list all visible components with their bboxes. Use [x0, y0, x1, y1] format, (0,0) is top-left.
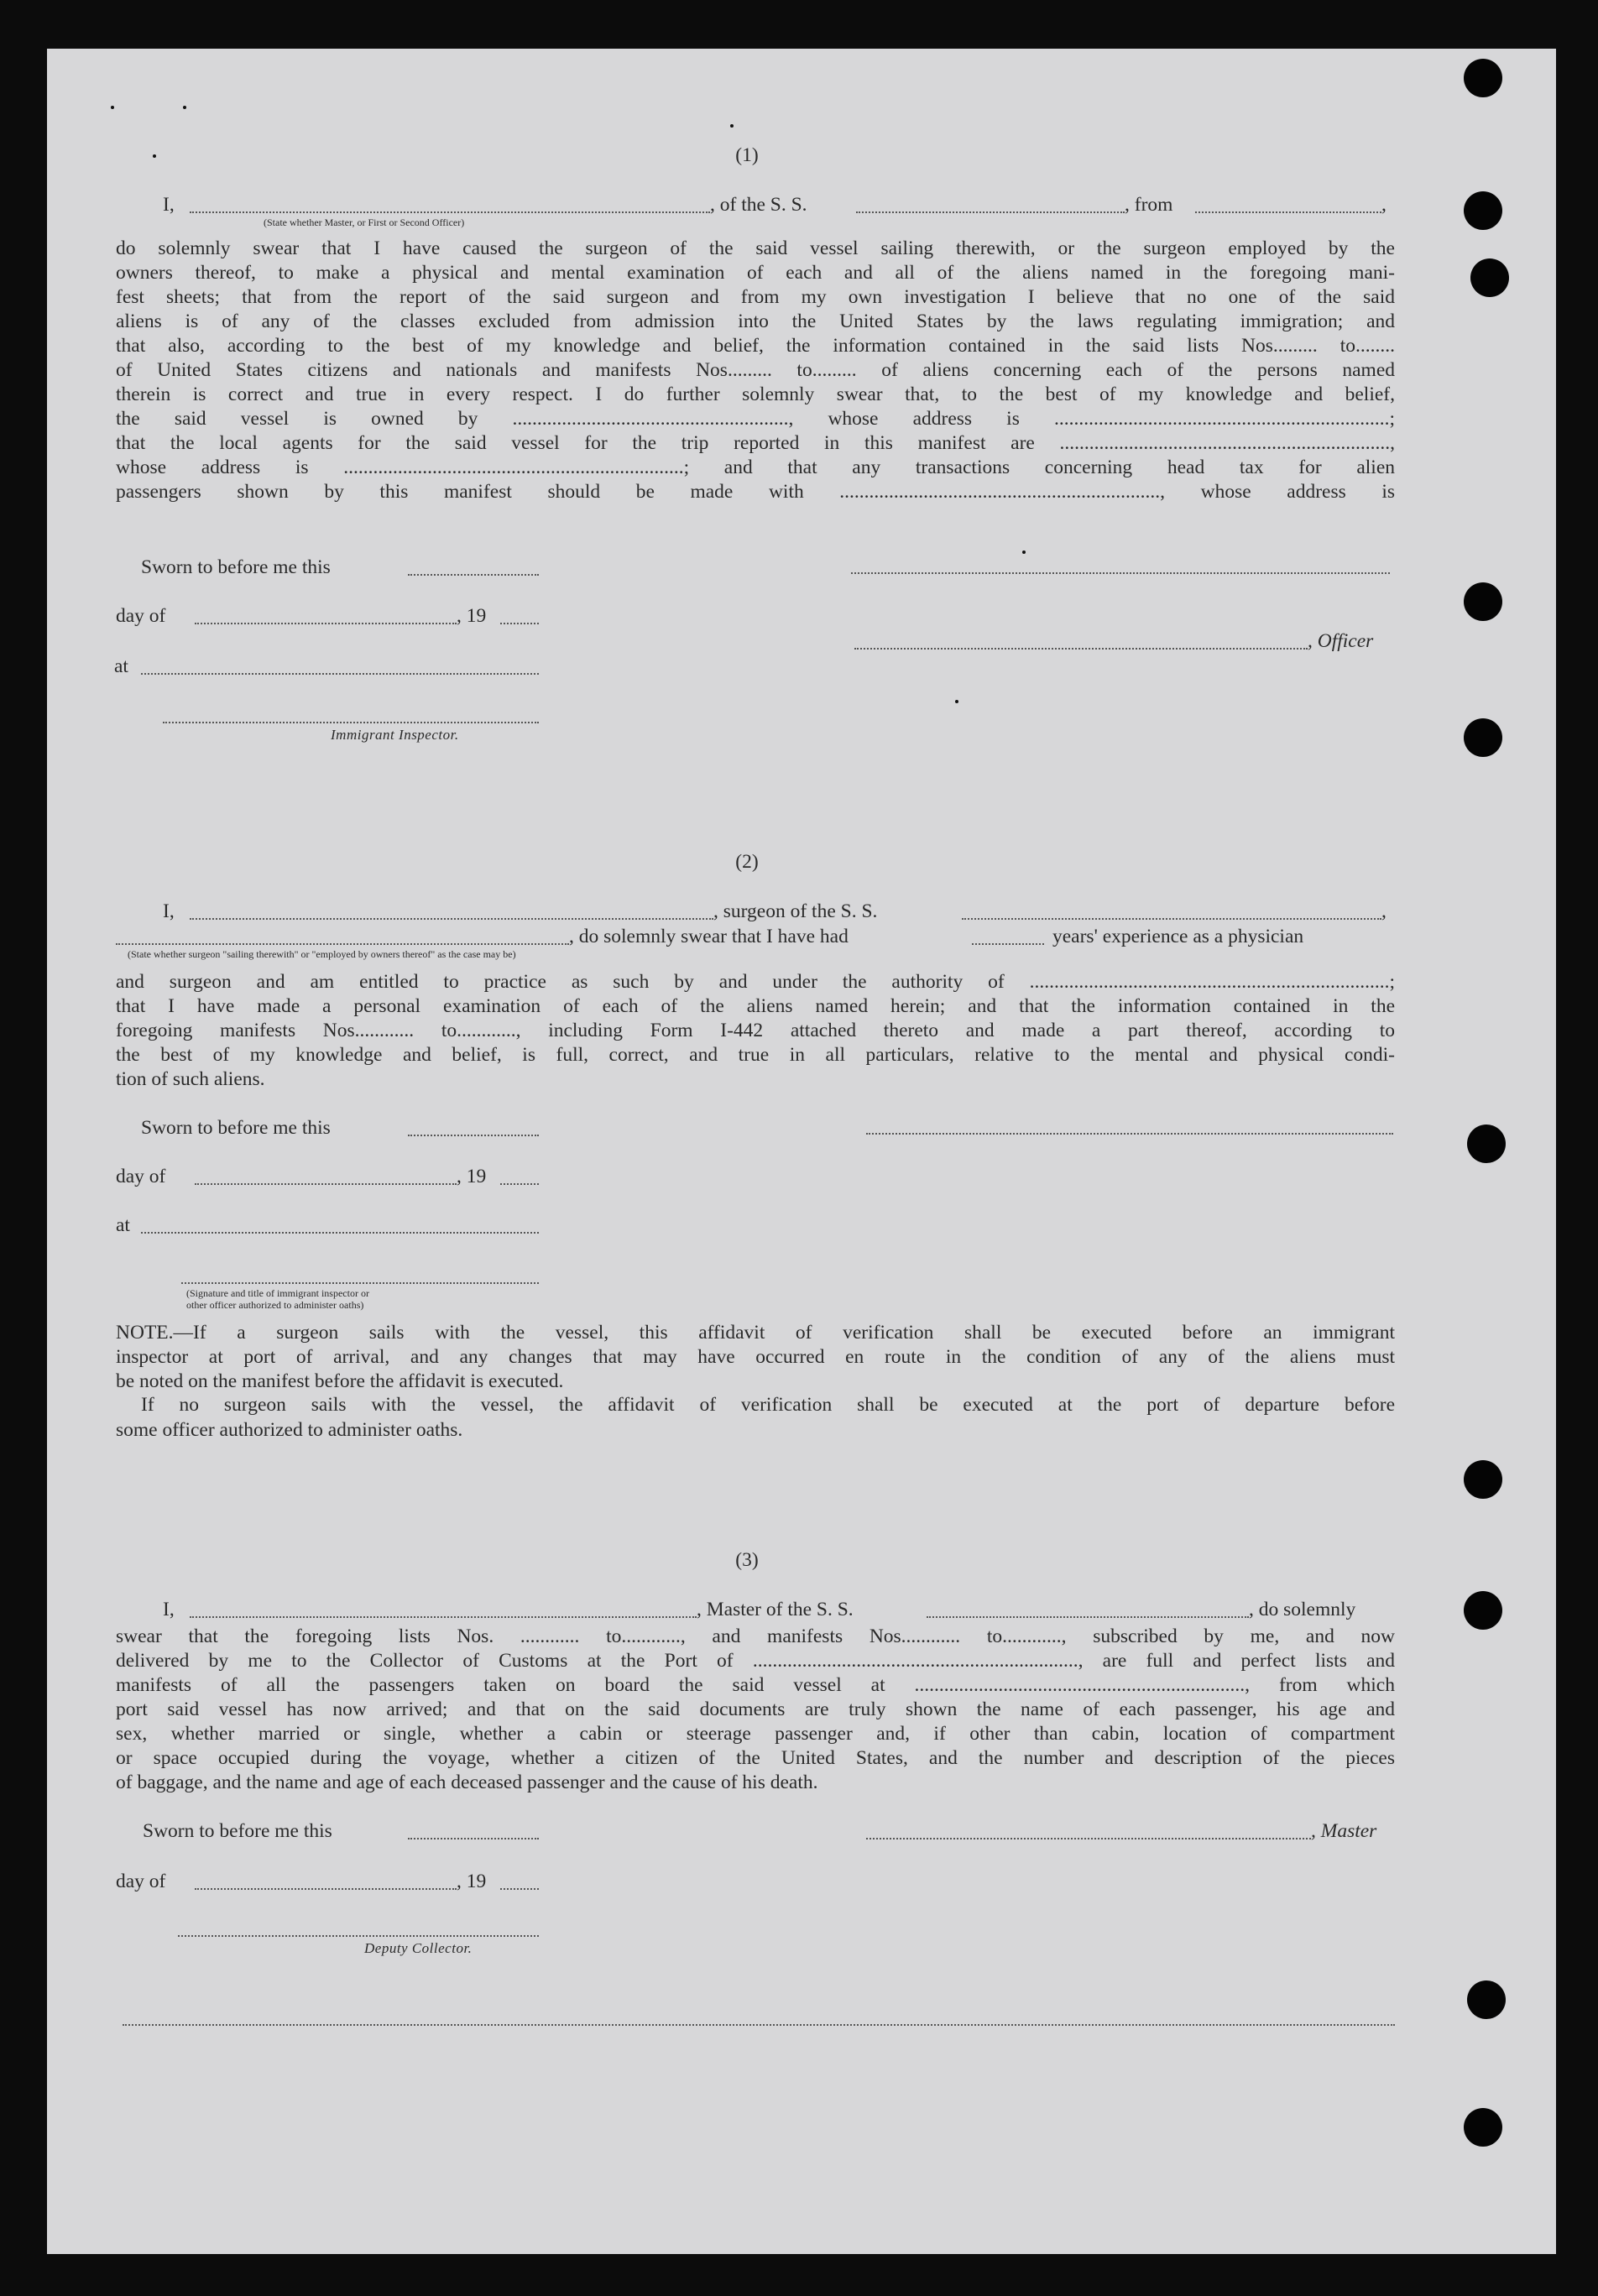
s2-vessel-line	[962, 918, 1381, 920]
speck	[153, 154, 156, 158]
punch-hole	[1464, 2108, 1502, 2147]
s3-master: , Master	[1311, 1820, 1377, 1842]
paragraph-line: that the local agents for the said vessel for the trip reported in this manifest are ...................................................................,	[116, 432, 1395, 454]
surgeon-status-line	[116, 943, 569, 945]
s1-at: at	[114, 655, 128, 677]
paragraph-line: inspector at port of arrival, and any changes that may have occurred en route in the condition of any of the aliens must	[116, 1346, 1395, 1368]
s1-sworn: Sworn to before me this	[141, 556, 331, 578]
punch-hole	[1470, 258, 1509, 297]
s1-inspector: Immigrant Inspector.	[331, 727, 459, 743]
punch-hole	[1464, 1460, 1502, 1499]
s2-surgeon-of: , surgeon of the S. S.	[713, 900, 878, 922]
punch-hole	[1467, 1125, 1506, 1163]
speck	[183, 106, 186, 109]
s2-last-line: tion of such aliens.	[116, 1068, 265, 1090]
paragraph-line: the best of my knowledge and belief, is full, correct, and true in all particulars, relative to the mental and physical condi-	[116, 1044, 1395, 1066]
s1-caption: (State whether Master, or First or Second Officer)	[264, 217, 465, 228]
year-line	[500, 623, 539, 624]
s3-solemnly: , do solemnly	[1249, 1599, 1356, 1620]
paragraph-line: owners thereof, to make a physical and mental examination of each and all of the aliens named in the foregoing mani-	[116, 262, 1395, 284]
paragraph-line: of United States citizens and nationals and manifests Nos......... to......... of aliens concerning each of the persons named	[116, 359, 1395, 381]
s2-at-place-line	[141, 1232, 539, 1234]
from-port-line	[1195, 211, 1381, 213]
officer-title-line	[854, 648, 1308, 650]
officer-name-line	[190, 211, 710, 213]
collector-signature-line	[178, 1935, 539, 1937]
paragraph-line: fest sheets; that from the report of the said surgeon and from my own investigation I believe that no one of the said	[116, 286, 1395, 308]
s2-i: I,	[163, 900, 175, 922]
section-1-number: (1)	[735, 144, 759, 166]
s3-sworn-day-line	[408, 1838, 539, 1839]
sworn-day-line	[408, 574, 539, 576]
speck	[730, 124, 734, 128]
s2-inspector-signature-line	[181, 1282, 539, 1284]
s2-day-of: day of	[116, 1166, 166, 1187]
paragraph-line: that also, according to the best of my knowledge and belief, the information contained in the said lists Nos......... to........	[116, 335, 1395, 357]
paragraph-line: and surgeon and am entitled to practice as such by and under the authority of .........................................................................;	[116, 971, 1395, 993]
note-last: be noted on the manifest before the affidavit is executed.	[116, 1370, 564, 1392]
s2-nineteen: , 19	[457, 1166, 487, 1187]
day-month-line	[195, 623, 457, 624]
s1-from: , from	[1125, 194, 1173, 216]
s3-i: I,	[163, 1599, 175, 1620]
s3-collector: Deputy Collector.	[364, 1940, 473, 1956]
punch-hole	[1464, 191, 1502, 230]
surgeon-signature-line	[866, 1133, 1393, 1135]
paragraph-line: passengers shown by this manifest should be made with ................................................................., whose address is	[116, 481, 1395, 503]
s3-last-line: of baggage, and the name and age of each deceased passenger and the cause of his death.	[116, 1772, 818, 1793]
paragraph-line: whose address is .....................................................................; and that any transactions concerning head tax for alien	[116, 457, 1395, 478]
officer-signature-line	[851, 572, 1390, 574]
s3-vessel-line	[927, 1616, 1249, 1618]
section-2-number: (2)	[735, 851, 759, 873]
paragraph-line: NOTE.—If a surgeon sails with the vessel, this affidavit of verification shall be executed before an immigrant	[116, 1322, 1395, 1344]
punch-hole	[1467, 1980, 1506, 2019]
paragraph-line: or space occupied during the voyage, whether a citizen of the United States, and the number and description of the pieces	[116, 1747, 1395, 1769]
section-3-number: (3)	[735, 1549, 759, 1571]
s1-day-of: day of	[116, 605, 166, 627]
paragraph-line: manifests of all the passengers taken on board the said vessel at ..................................................................., from which	[116, 1674, 1395, 1696]
s2-swear: , do solemnly swear that I have had	[569, 926, 849, 947]
at-place-line	[141, 673, 539, 675]
inspector-signature-line	[163, 722, 539, 723]
s1-nineteen: , 19	[457, 605, 487, 627]
s2-day-month-line	[195, 1183, 457, 1185]
s2-years: years' experience as a physician	[1052, 926, 1304, 947]
comma: ,	[1381, 900, 1386, 922]
s3-master-of: , Master of the S. S.	[697, 1599, 854, 1620]
comma: ,	[1381, 194, 1386, 216]
s3-nineteen: , 19	[457, 1871, 487, 1892]
s1-i: I,	[163, 194, 175, 216]
paragraph-line: the said vessel is owned by ........................................................, whose address is ....................................................................;	[116, 408, 1395, 430]
punch-hole	[1464, 718, 1502, 757]
note2-line: If no surgeon sails with the vessel, the affidavit of verification shall be executed at the port of departure before	[141, 1394, 1395, 1416]
master-signature-line	[866, 1838, 1311, 1839]
s2-caption: (State whether surgeon "sailing therewith" or "employed by owners thereof" as the case may be)	[128, 948, 516, 960]
paragraph-line: foregoing manifests Nos............ to............, including Form I-442 attached thereto and made a part thereof, according to	[116, 1020, 1395, 1041]
s1-officer: , Officer	[1308, 630, 1374, 652]
paragraph-line: swear that the foregoing lists Nos. ............ to............, and manifests Nos............ to............, subscribed by me, and now	[116, 1625, 1395, 1647]
s1-of-ss: , of the S. S.	[710, 194, 807, 216]
paragraph-line: that I have made a personal examination of each of the aliens named herein; and that the information contained in the	[116, 995, 1395, 1017]
paragraph-line: do solemnly swear that I have caused the surgeon of the said vessel sailing therewith, or the surgeon employed by the	[116, 237, 1395, 259]
years-line	[972, 943, 1044, 945]
paragraph-line: aliens is of any of the classes excluded from admission into the United States by the laws regulating immigration; and	[116, 310, 1395, 332]
s3-day-month-line	[195, 1888, 457, 1890]
paragraph-line: delivered by me to the Collector of Customs at the Port of .................................................................., are full and perfect lists and	[116, 1650, 1395, 1672]
master-name-line	[190, 1616, 697, 1618]
punch-hole	[1464, 582, 1502, 621]
speck	[955, 700, 958, 703]
s2-sig-caption-1: (Signature and title of immigrant inspector or	[186, 1287, 369, 1299]
s2-year-line	[500, 1183, 539, 1185]
s3-year-line	[500, 1888, 539, 1890]
speck	[1022, 551, 1026, 554]
punch-hole	[1464, 1591, 1502, 1630]
vessel-name-line	[856, 211, 1125, 213]
s2-sig-caption-2: other officer authorized to administer oaths)	[186, 1299, 364, 1311]
s2-at: at	[116, 1214, 130, 1236]
paragraph-line: sex, whether married or single, whether a cabin or steerage passenger and, if other than cabin, location of compartment	[116, 1723, 1395, 1745]
s3-day-of: day of	[116, 1871, 166, 1892]
speck	[111, 106, 114, 109]
bottom-rule	[123, 2024, 1395, 2026]
paragraph-line: port said vessel has now arrived; and that on the said documents are truly shown the name of each passenger, his age and	[116, 1699, 1395, 1720]
s2-sworn-day-line	[408, 1135, 539, 1136]
punch-hole	[1464, 59, 1502, 97]
s2-sworn: Sworn to before me this	[141, 1117, 331, 1139]
note2-last: some officer authorized to administer oaths.	[116, 1419, 463, 1441]
s3-sworn: Sworn to before me this	[143, 1820, 332, 1842]
paragraph-line: therein is correct and true in every respect. I do further solemnly swear that, to the best of my knowledge and belief,	[116, 384, 1395, 405]
surgeon-name-line	[190, 918, 713, 920]
